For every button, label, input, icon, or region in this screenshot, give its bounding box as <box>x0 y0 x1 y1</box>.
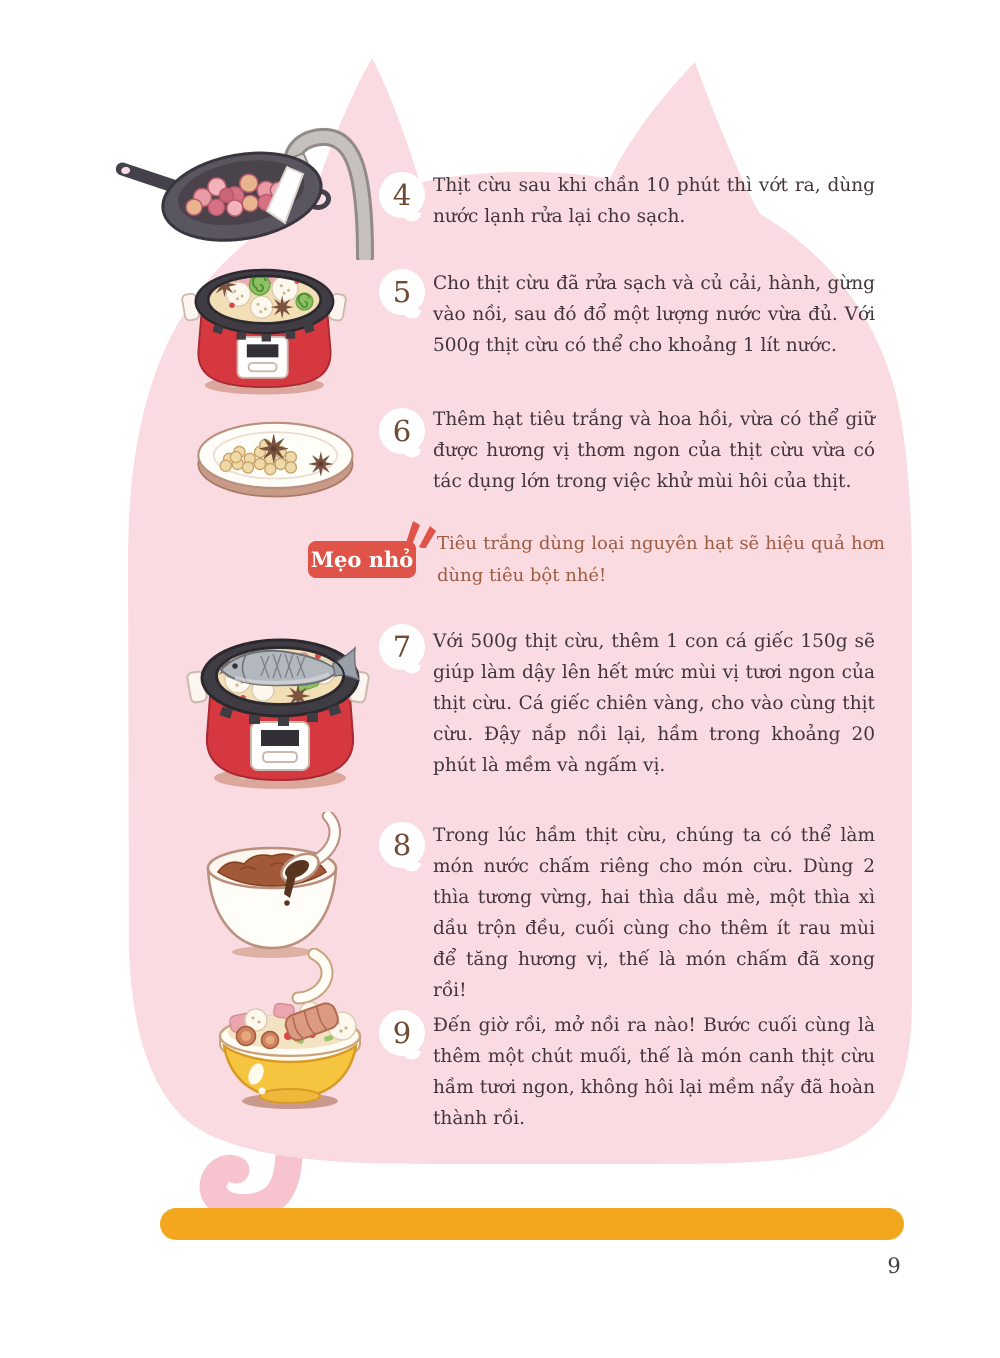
step-text: Với 500g thịt cừu, thêm 1 con cá giếc 150g sẽ giúp làm dậy lên hết mức mùi vị tươi ngon của thịt cừu. Cá giếc chiên vàng, cho vào cùng thịt cừu. Đậy nắp nồi lại, hầm trong khoảng 20 phút là mềm và ngấm vị. <box>433 631 875 776</box>
tip-text: Tiêu trắng dùng loại nguyên hạt sẽ hiệu quả hơn dùng tiêu bột nhé! <box>437 533 885 586</box>
tip-sparkle-icon <box>403 518 439 548</box>
ladle-icon <box>298 954 327 998</box>
step-text: Thêm hạt tiêu trắng và hoa hồi, vừa có thể giữ được hương vị thơm ngon của thịt cừu vừa có tác dụng lớn trong việc khử mùi hôi của thịt. <box>433 409 875 492</box>
step-number-badge <box>379 172 425 218</box>
tip-label-text: Mẹo nhỏ <box>310 547 414 572</box>
wok-rinse-illustration <box>115 105 385 260</box>
step-text: Trong lúc hầm thịt cừu, chúng ta có thể làm món nước chấm riêng cho món cừu. Dùng 2 thìa tương vừng, hai thìa dầu mè, một thìa xì dầu trộn đều, cuối cùng cho thêm ít rau mùi để tăng hương vị, thế là món chấm đã xong rồi! <box>433 825 875 1001</box>
step-number: 7 <box>392 629 412 664</box>
soup-bowl-illustration <box>210 948 370 1113</box>
sauce-bowl-illustration <box>200 812 350 962</box>
red-pot-illustration <box>178 244 350 400</box>
bottom-accent-bar <box>160 1208 904 1240</box>
step-text: Cho thịt cừu đã rửa sạch và củ cải, hành, gừng vào nồi, sau đó đổ một lượng nước vừa đủ. Với 500g thịt cừu có thể cho khoảng 1 lít nước. <box>433 273 875 356</box>
pot-with-fish-illustration <box>183 614 373 792</box>
step-number: 9 <box>392 1015 412 1050</box>
step-number-badge <box>379 822 425 868</box>
page-number: 9 <box>887 1254 901 1278</box>
step-text: Đến giờ rồi, mở nồi ra nào! Bước cuối cùng là thêm một chút muối, thế là món canh thịt cừu hầm tươi ngon, không hôi lại mềm nẩy đã hoàn thành rồi. <box>433 1015 875 1129</box>
step-number-badge <box>379 408 425 454</box>
step-number-badge <box>379 624 425 670</box>
step-number: 8 <box>392 827 412 862</box>
step-number: 4 <box>392 177 412 212</box>
step-number-badge <box>379 1010 425 1056</box>
step-number: 5 <box>392 274 412 309</box>
tip-label-badge <box>308 541 416 578</box>
step-number-badge <box>379 269 425 315</box>
spice-plate-illustration <box>188 414 368 502</box>
step-number: 6 <box>392 413 412 448</box>
step-text: Thịt cừu sau khi chần 10 phút thì vớt ra, dùng nước lạnh rửa lại cho sạch. <box>433 175 875 227</box>
